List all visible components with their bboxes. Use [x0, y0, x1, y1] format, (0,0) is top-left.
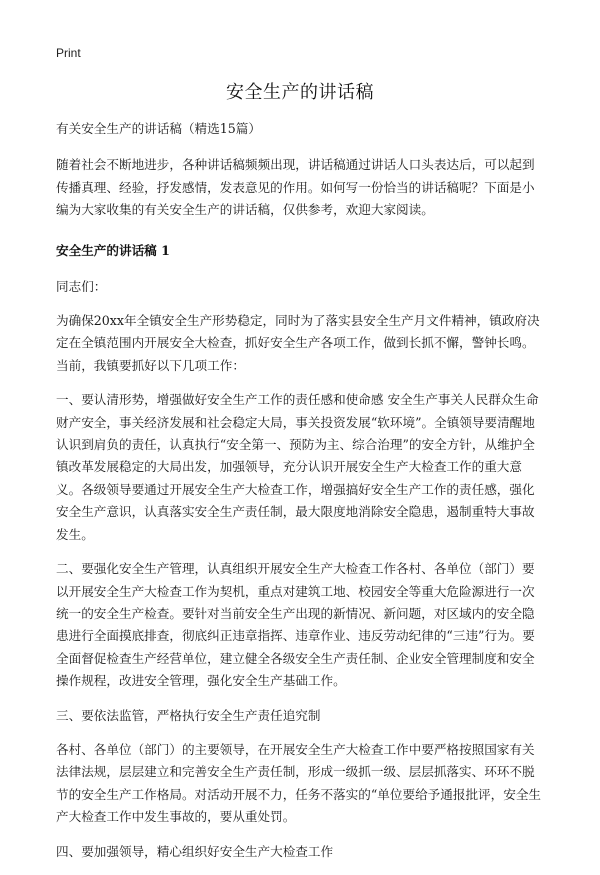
intro-paragraph: 随着社会不断地进步，各种讲话稿频频出现，讲话稿通过讲话人口头表达后，可以起到传播真理、经验，抒发感情，发表意见的作用。如何写一份恰当的讲话稿呢？下面是小编为大家收集的有关安全生产的讲话稿，仅供参考，欢迎大家阅读。: [56, 157, 535, 218]
print-link[interactable]: Print: [56, 46, 81, 60]
point-one-paragraph: 一、要认清形势，增强做好安全生产工作的责任感和使命感 安全生产事关人民群众生命财产安全，事关经济发展和社会稳定大局，事关投资发展“软环境”。全镇领导要清醒地认识到肩负的责任，认真执行“安全第一、预防为主、综合治理”的安全方针，从维护全镇改革发展稳定的大局出发，加强领导，充分认识开展安全生产大检查工作的重大意义。各级领导要通过开展安全生产大检查工作，增强搞好安全生产工作的责任感，强化安全生产意识，认真落实安全生产责任制，最大限度地消除安全隐患，遏制重特大事故发生。: [56, 392, 539, 542]
point-three-title: 三、要依法监管，严格执行安全生产责任追究制: [56, 707, 321, 723]
document-subtitle: 有关安全生产的讲话稿（精选15篇）: [56, 121, 261, 136]
point-four-title: 四、要加强领导，精心组织好安全生产大检查工作: [56, 843, 334, 859]
point-three-paragraph: 各村、各单位（部门）的主要领导，在开展安全生产大检查工作中要严格按照国家有关法律法规，层层建立和完善安全生产责任制，形成一级抓一级、层层抓落实、环环不脱节的安全生产工作格局。对活动开展不力，任务不落实的“单位要给予通报批评，安全生产大检查工作中发生事故的，要从重处罚。: [56, 741, 542, 825]
opening-paragraph: 为确保20xx年全镇安全生产形势稳定，同时为了落实县安全生产月文件精神，镇政府决定在全镇范围内开展安全大检查，抓好安全生产各项工作，做到长抓不懈，警钟长鸣。当前，我镇要抓好以下几项工作：: [56, 313, 540, 373]
greeting-text: 同志们：: [56, 278, 107, 294]
document-title: 安全生产的讲话稿: [226, 82, 374, 103]
point-two-paragraph: 二、要强化安全生产管理，认真组织开展安全生产大检查工作各村、各单位（部门）要以开展安全生产大检查工作为契机，重点对建筑工地、校园安全等重大危险源进行一次统一的安全生产检查。要针对当前安全生产出现的新情况、新问题，对区域内的安全隐患进行全面摸底排查，彻底纠正违章指挥、违章作业、违反劳动纪律的“三违”行为。要全面督促检查生产经营单位，建立健全各级安全生产责任制、企业安全管理制度和安全操作规程，改进安全管理，强化安全生产基础工作。: [56, 561, 535, 689]
document-body: [56, 118, 544, 875]
section-heading: 安全生产的讲话稿 1: [56, 242, 170, 258]
